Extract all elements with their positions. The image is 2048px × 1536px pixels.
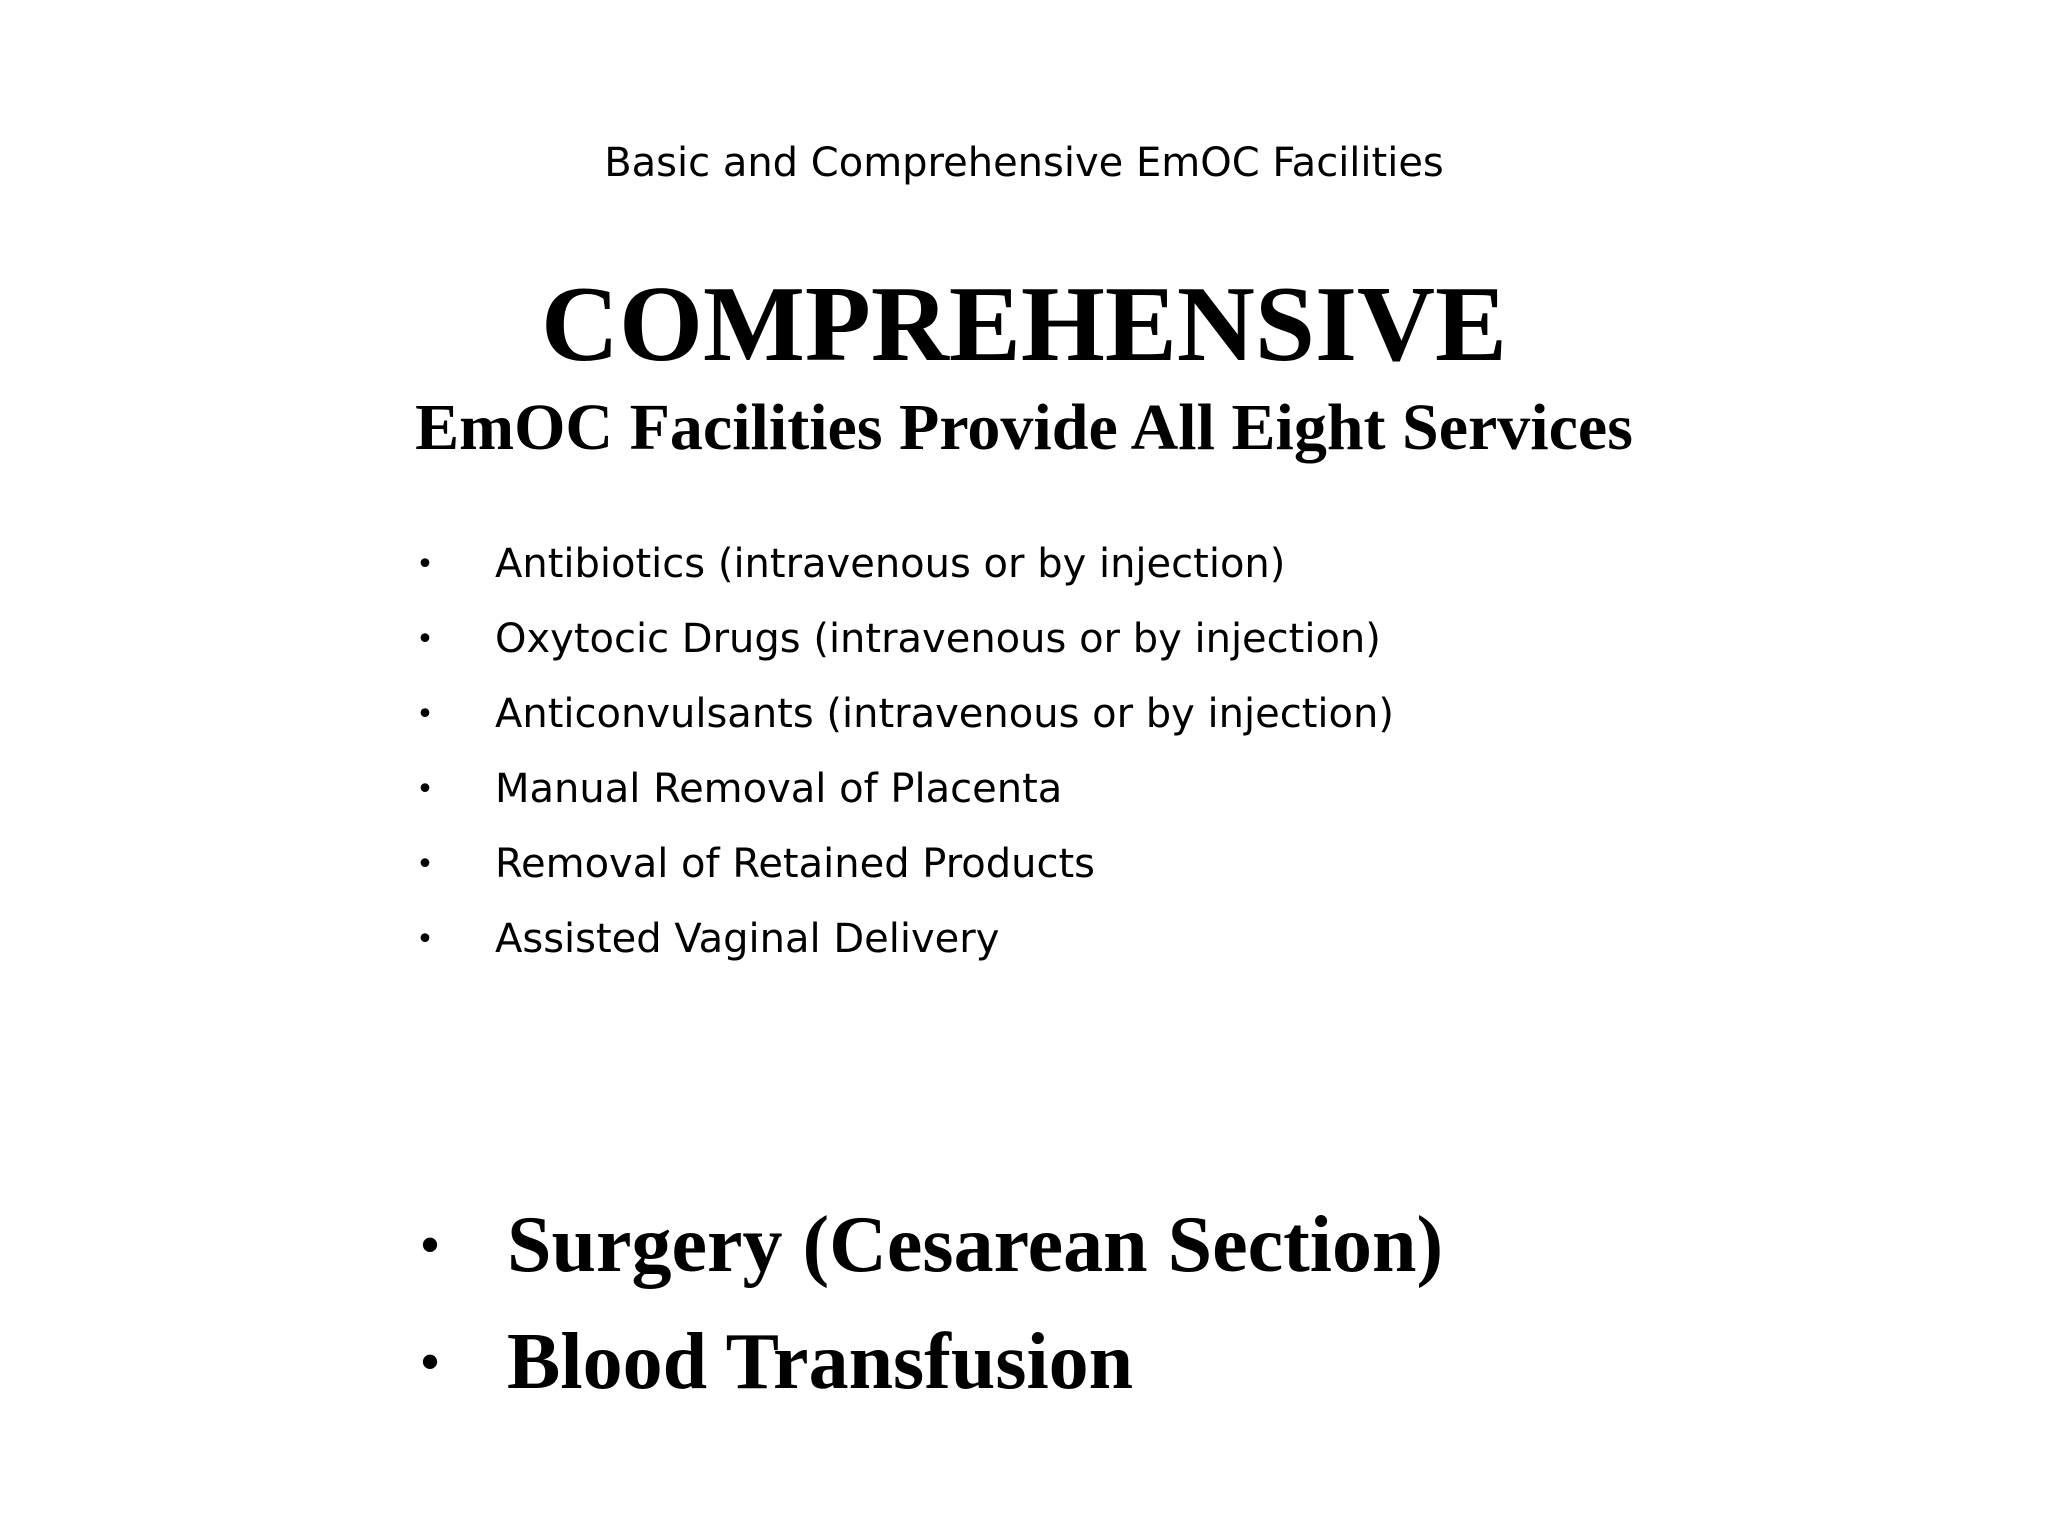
bullet-icon: • [419,1329,441,1395]
list-item-text: Oxytocic Drugs (intravenous or by injection) [495,616,1381,662]
list-item-text: Removal of Retained Products [495,841,1096,887]
bullet-icon: • [416,622,434,657]
bullet-icon: • [416,772,434,807]
bullet-icon: • [416,697,434,732]
bullet-icon: • [419,1212,441,1278]
bullet-icon: • [416,922,434,957]
page-title: COMPREHENSIVE [540,265,1508,384]
page-subtitle: EmOC Facilities Provide All Eight Services [415,391,1633,464]
bullet-icon: • [416,547,434,582]
list-item-text: Anticonvulsants (intravenous or by injection) [495,691,1394,737]
list-item-text: Manual Removal of Placenta [495,766,1063,812]
list-item-text: Antibiotics (intravenous or by injection) [495,541,1286,587]
bullet-icon: • [416,847,434,882]
list-item-text: Surgery (Cesarean Section) [507,1201,1444,1289]
list-item-text: Blood Transfusion [507,1318,1134,1406]
list-item-text: Assisted Vaginal Delivery [495,916,1000,962]
slide-caption: Basic and Comprehensive EmOC Facilities [604,140,1444,186]
